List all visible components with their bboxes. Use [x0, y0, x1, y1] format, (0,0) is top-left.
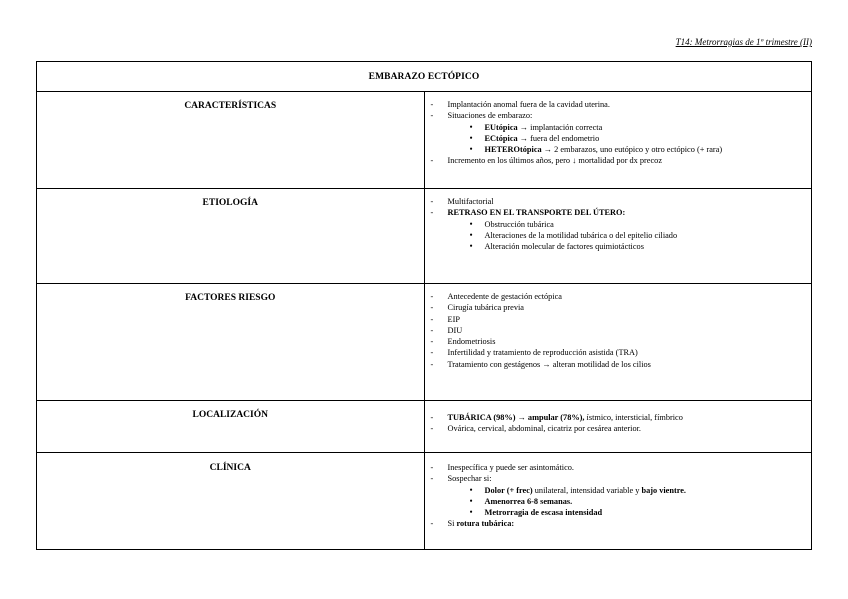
- list-item: • Metrorragia de escasa intensidad: [431, 507, 806, 518]
- row-content-localizacion: [424, 401, 812, 453]
- list-item: - Incremento en los últimos años, pero ↓ mortalidad por dx precoz: [431, 155, 806, 166]
- list-item: - Infertilidad y tratamiento de reproducción asistida (TRA): [431, 347, 806, 358]
- list-item: - DIU: [431, 325, 806, 336]
- list-item: • Obstrucción tubárica: [431, 219, 806, 230]
- list-item: - Implantación anomal fuera de la cavidad uterina.: [431, 99, 806, 110]
- list-item: - Sospechar si:: [431, 473, 806, 484]
- row-content-clinica: [424, 453, 812, 550]
- row-label-clinica: CLÍNICA: [37, 453, 425, 550]
- row-label-localizacion: LOCALIZACIÓN: [37, 401, 425, 453]
- list-item: - Situaciones de embarazo:: [431, 110, 806, 121]
- list-item: • Alteración molecular de factores quimiotácticos: [431, 241, 806, 252]
- list-item: - Multifactorial: [431, 196, 806, 207]
- list-item: • HETEROtópica → 2 embarazos, uno eutópico y otro ectópico (+ rara): [431, 144, 806, 155]
- list-item: - EIP: [431, 314, 806, 325]
- row-label-caracteristicas: CARACTERÍSTICAS: [37, 92, 425, 189]
- list-item: • ECtópica → fuera del endometrio: [431, 133, 806, 144]
- ectopic-pregnancy-table: [36, 61, 812, 550]
- list-item: • EUtópica → implantación correcta: [431, 122, 806, 133]
- list-item: - RETRASO EN EL TRANSPORTE DEL ÚTERO:: [431, 207, 806, 218]
- row-content-factores: [424, 284, 812, 401]
- page-header: T14: Metrorragias de 1º trimestre (II): [675, 37, 812, 47]
- list-item: - Inespecífica y puede ser asintomático.: [431, 462, 806, 473]
- list-item: - Endometriosis: [431, 336, 806, 347]
- row-content-caracteristicas: [424, 92, 812, 189]
- table-title: EMBARAZO ECTÓPICO: [37, 62, 812, 92]
- list-item: - Si rotura tubárica:: [431, 518, 806, 529]
- list-item: • Alteraciones de la motilidad tubárica o del epitelio ciliado: [431, 230, 806, 241]
- list-item: - Cirugía tubárica previa: [431, 302, 806, 313]
- list-item: - Antecedente de gestación ectópica: [431, 291, 806, 302]
- list-item: • Dolor (+ frec) unilateral, intensidad variable y bajo vientre.: [431, 485, 806, 496]
- list-item: - TUBÁRICA (98%) → ampular (78%), ístmico, intersticial, fímbrico: [431, 412, 806, 423]
- row-content-etiologia: [424, 189, 812, 284]
- list-item: - Tratamiento con gestágenos → alteran motilidad de los cilios: [431, 359, 806, 370]
- row-label-factores: FACTORES RIESGO: [37, 284, 425, 401]
- list-item: • Amenorrea 6-8 semanas.: [431, 496, 806, 507]
- row-label-etiologia: ETIOLOGÍA: [37, 189, 425, 284]
- list-item: - Ovárica, cervical, abdominal, cicatriz por cesárea anterior.: [431, 423, 806, 434]
